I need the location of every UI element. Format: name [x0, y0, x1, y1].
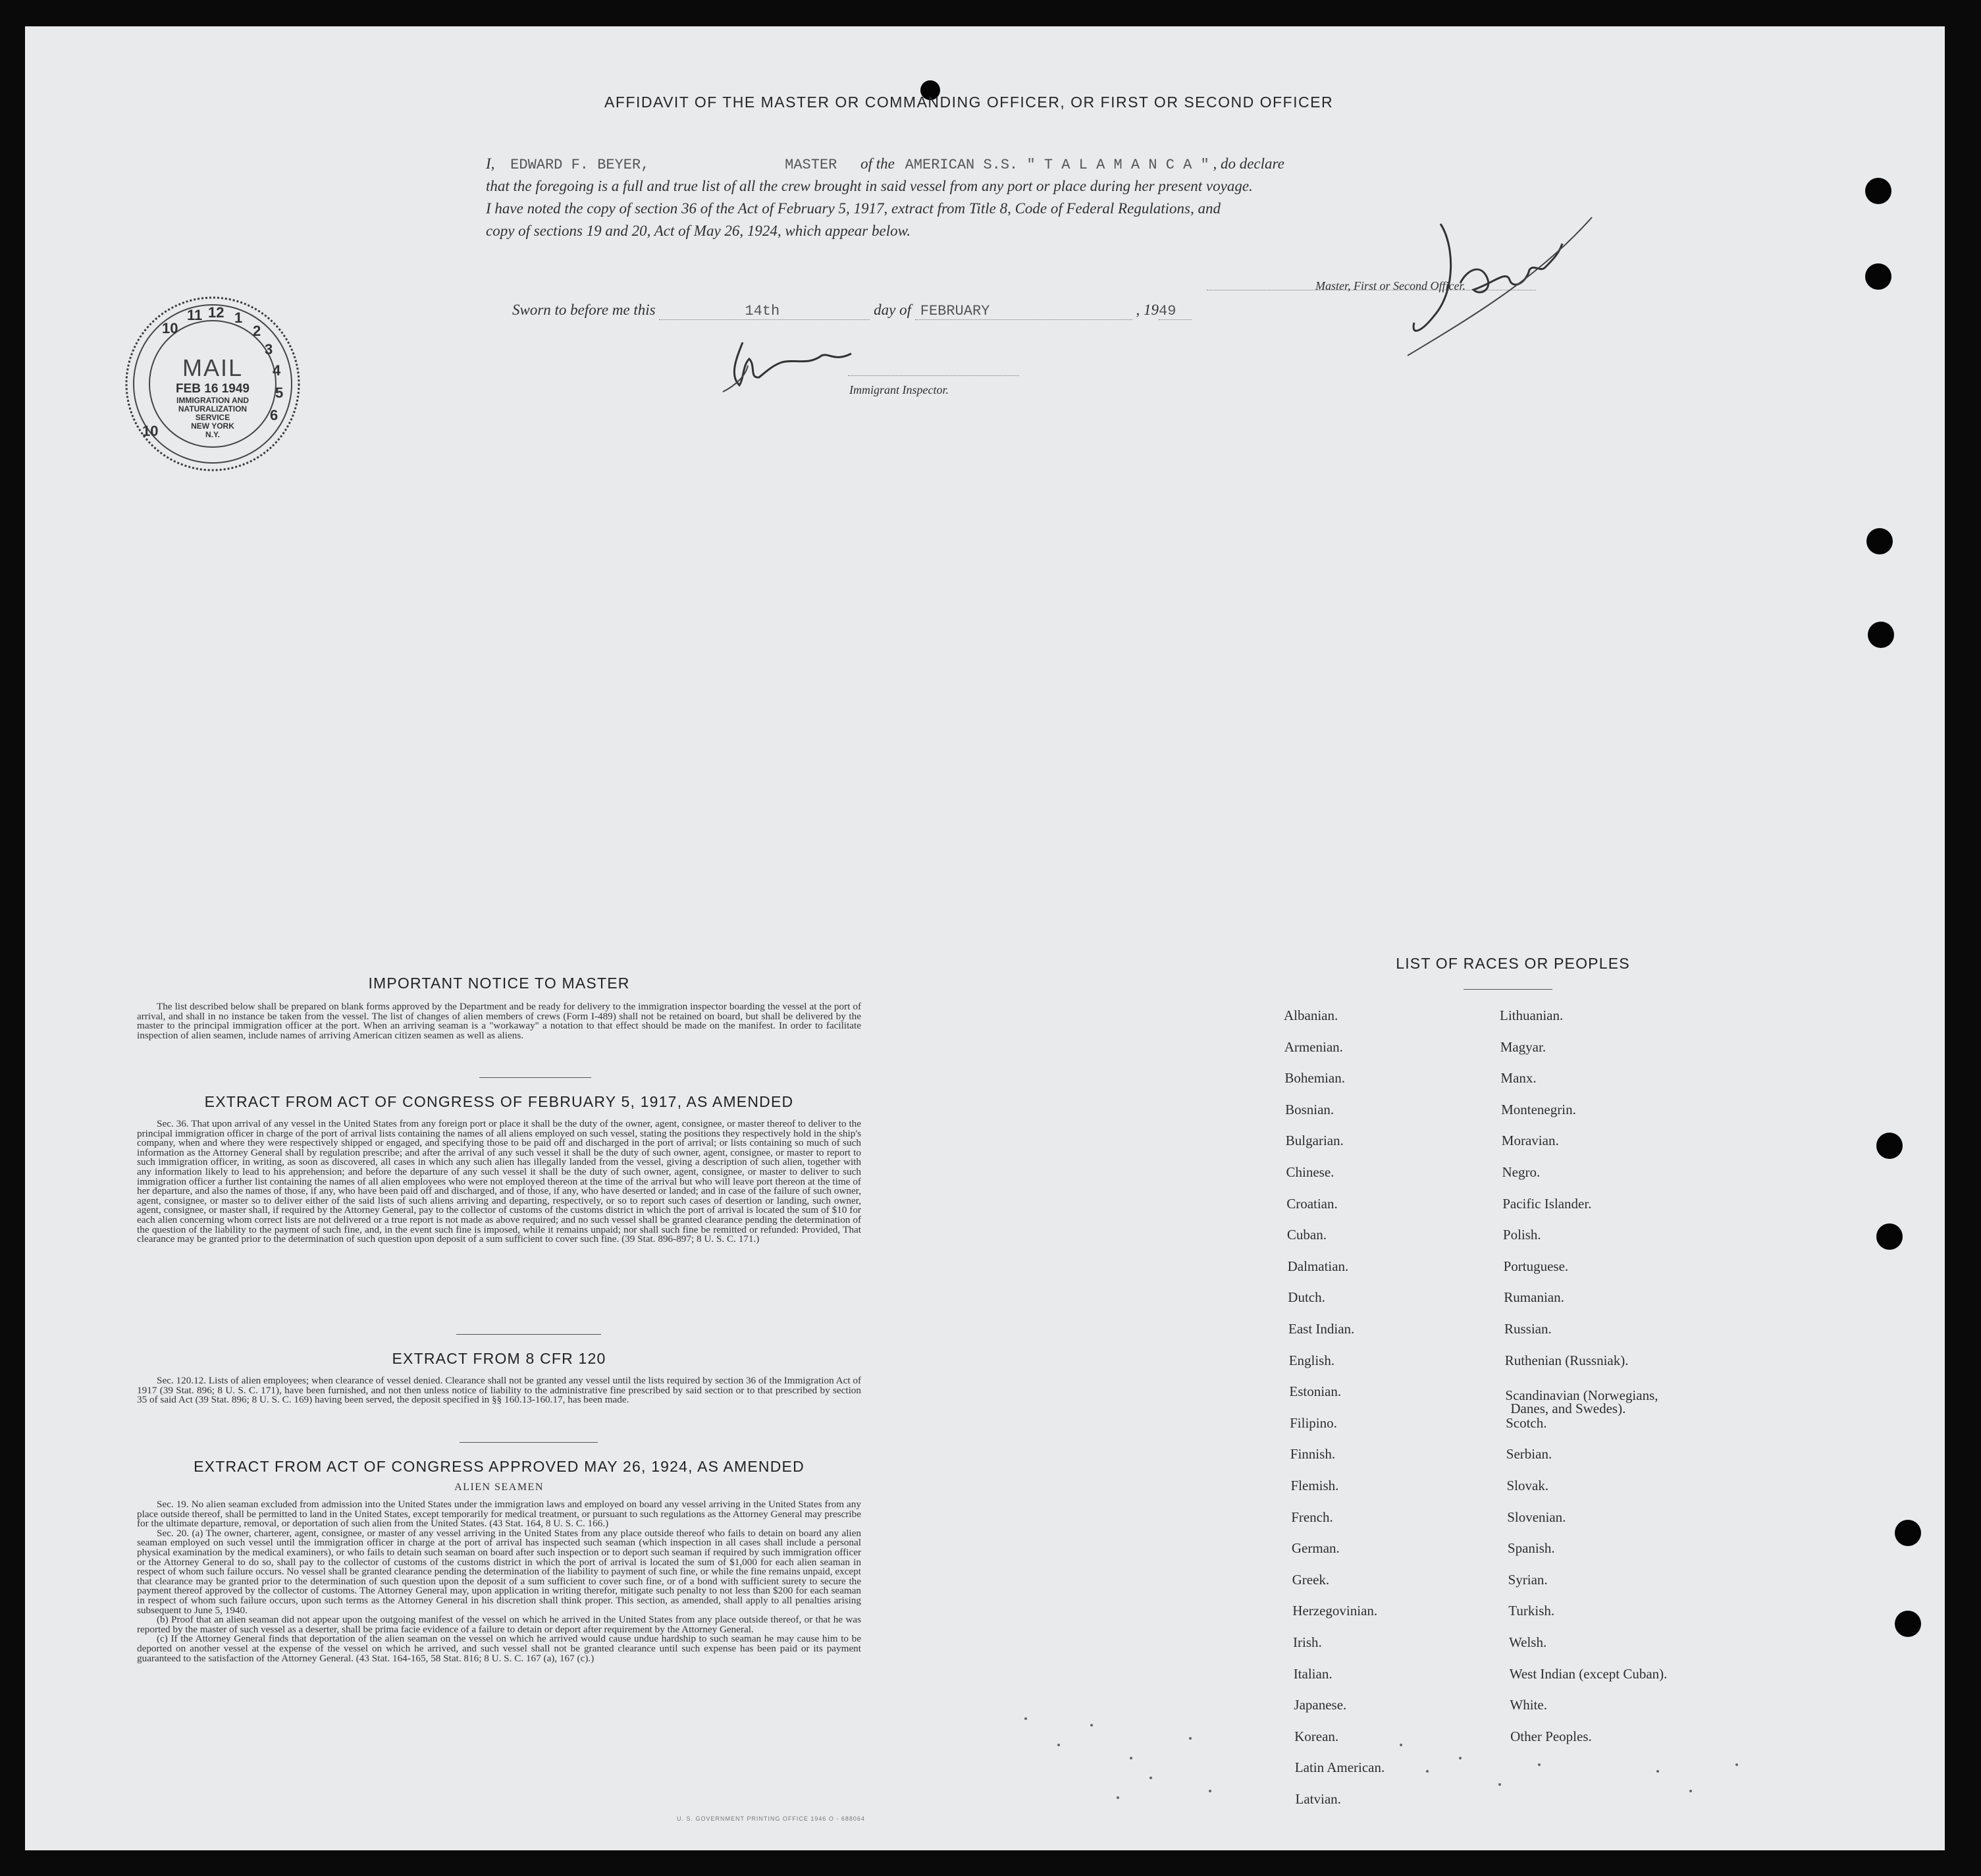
- declaration-line-3: I have noted the copy of section 36 of the Act of February 5, 1917, extract from Title 8, Code of Federal Regulations, and: [486, 200, 1221, 217]
- master-name: EDWARD F. BEYER,: [510, 157, 650, 173]
- race-item: Negro.: [1502, 1164, 1541, 1180]
- race-item: German.: [1291, 1540, 1340, 1557]
- race-item: Scandinavian (Norwegians,: [1505, 1387, 1658, 1404]
- punch-hole: [1895, 1611, 1921, 1637]
- race-item: Ruthenian (Russniak).: [1504, 1352, 1629, 1368]
- sworn-line: [512, 302, 1192, 320]
- svg-text:1: 1: [234, 309, 243, 326]
- declaration-line-1: [486, 155, 1284, 173]
- stamp-text: [147, 354, 278, 439]
- officer-caption: Master, First or Second Officer.: [1315, 279, 1466, 292]
- extract-1917-title: EXTRACT FROM ACT OF CONGRESS OF FEBRUARY 5, 1917, AS AMENDED: [204, 1093, 794, 1110]
- sworn-year: 49: [1159, 303, 1192, 320]
- race-item: Moravian.: [1501, 1133, 1559, 1149]
- notice-title: IMPORTANT NOTICE TO MASTER: [368, 975, 630, 992]
- race-item: Croatian.: [1286, 1195, 1338, 1212]
- svg-text:10: 10: [142, 423, 159, 439]
- extract-1917-text: Sec. 36. That upon arrival of any vessel in the United States from any foreign port or place it shall be the duty of the owner, agent, consignee, or master thereof to deliver to the principal immigration officer in charge of the port of arrival lists containing the names of all aliens employed on such vessel, stating the positions they respectively hold in the ship's company, when and where they were respectively shipped or engaged, and specifying those to be paid off and discharged in the port of arrival; or lists containing so much of such information as the Attorney General shall by regulation prescribe; and after the arrival of any such vessel it shall be the duty of such owner, agent, consignee, or master to report to such immigration officer, in writing, as soon as discovered, all cases in which any such alien has illegally landed from the vessel, giving a description of such alien, together with any information likely to lead to his apprehension; and before the departure of any such vessel it shall be the duty of such owner, agent, consignee, or master to deliver to such immigration officer a further list containing the names of all alien employees who were not employed thereon at the time of the arrival but who will leave port thereon at the time of her departure, and also the names of those, if any, who have been paid off and discharged, and of those, if any, who have deserted or landed; and in case of the failure of such owner, agent, consignee, or master so to deliver either of the said lists of such aliens arriving and departing, respectively, or so to report such cases of desertion or landing, such owner, agent, consignee, or master shall, if required by the Attorney General, pay to the collector of customs of the customs district in which the port of arrival is located the sum of $10 for each alien concerning whom correct lists are not delivered or a true report is not made as above required; and no such vessel shall be granted clearance pending the determination of the question of the liability to the payment of such fine, and, in the event such fine is imposed, while it remains unpaid; nor shall such fine be remitted or refunded: Provided, That clearance may be granted prior to the determination of such question upon deposit of a sum sufficient to cover such fine. (39 Stat. 896-897; 8 U. S. C. 171.): [137, 1118, 861, 1245]
- text-i: I,: [486, 155, 495, 172]
- text-day-of: day of: [874, 302, 911, 318]
- race-item: Rumanian.: [1504, 1289, 1564, 1306]
- svg-text:6: 6: [270, 407, 278, 423]
- sworn-month: FEBRUARY: [915, 303, 1132, 320]
- affidavit-title: AFFIDAVIT OF THE MASTER OR COMMANDING OFFICER, OR FIRST OR SECOND OFFICER: [604, 94, 1334, 111]
- race-item: Welsh.: [1509, 1634, 1547, 1650]
- text-of-the: of the: [860, 155, 895, 172]
- printing-office-footer: U. S. GOVERNMENT PRINTING OFFICE 1946 O - 688064: [677, 1815, 865, 1822]
- race-item: Polish.: [1502, 1227, 1541, 1243]
- race-item: Magyar.: [1500, 1038, 1546, 1055]
- vessel-name: AMERICAN S.S. " T A L A M A N C A ": [905, 157, 1209, 173]
- race-item: Cuban.: [1286, 1227, 1327, 1243]
- punch-hole: [1876, 1133, 1903, 1159]
- divider: [1464, 989, 1552, 990]
- race-item: Italian.: [1293, 1665, 1333, 1682]
- race-item: Finnish.: [1290, 1446, 1336, 1462]
- race-item: East Indian.: [1288, 1321, 1355, 1337]
- race-item: Manx.: [1500, 1070, 1537, 1086]
- race-item: Filipino.: [1290, 1414, 1337, 1431]
- svg-text:10: 10: [162, 320, 178, 336]
- race-item: Armenian.: [1284, 1038, 1343, 1055]
- race-item: Serbian.: [1506, 1446, 1552, 1462]
- svg-text:11: 11: [187, 307, 203, 323]
- race-item: Portuguese.: [1503, 1258, 1569, 1274]
- punch-hole: [1876, 1223, 1903, 1250]
- punch-hole: [1865, 178, 1891, 204]
- extract-1924-subtitle: ALIEN SEAMEN: [454, 1482, 544, 1493]
- race-item: Bulgarian.: [1285, 1133, 1344, 1149]
- punch-hole: [1866, 528, 1893, 554]
- stamp-line-2: NATURALIZATION: [178, 404, 248, 414]
- divider: [456, 1334, 601, 1335]
- race-item: West Indian (except Cuban).: [1509, 1665, 1668, 1682]
- race-item: Greek.: [1292, 1571, 1330, 1588]
- stamp-line-1: IMMIGRATION AND: [176, 396, 249, 405]
- inspector-signature: [710, 326, 868, 398]
- extract-cfr-text: Sec. 120.12. Lists of alien employees; when clearance of vessel denied. Clearance shall not be granted any vessel until the lists required by section 36 of the Immigration Act of 1917 (39 Stat. 896; 8 U. S. C. 171), have been furnished, and not then unless notice of liability to the administrative fine prescribed by said section or to that prescribed by section 35 of said Act (39 Stat. 896; 8 U. S. C. 169) having been served, the deposit specified in §§ 160.13-160.17, has been made.: [137, 1375, 861, 1406]
- race-item: Latin American.: [1294, 1759, 1385, 1776]
- race-item: Dutch.: [1288, 1289, 1325, 1306]
- race-item: Spanish.: [1507, 1540, 1555, 1557]
- svg-text:5: 5: [275, 385, 284, 401]
- mail-stamp: [124, 295, 302, 473]
- race-item: Slovak.: [1506, 1478, 1549, 1493]
- race-item: Syrian.: [1508, 1571, 1548, 1588]
- form-page: [25, 26, 1945, 1850]
- extract-1924-body: [137, 1500, 861, 1663]
- sec-20c-text: (c) If the Attorney General finds that deportation of the alien seaman on the vessel on which he arrived would cause undue hardship to such seaman he may cause him to be deported on another vessel at the expense of the vessel on which he arrived, and such vessel shall not be granted clearance until such expense has been paid or its payment guaranteed to the satisfaction of the Attorney General. (43 Stat. 164-165, 58 Stat. 816; 8 U. S. C. 167 (a), 167 (c).): [137, 1633, 861, 1664]
- extract-cfr-title: EXTRACT FROM 8 CFR 120: [392, 1350, 606, 1367]
- races-title: LIST OF RACES OR PEOPLES: [1396, 955, 1630, 972]
- punch-hole: [1895, 1520, 1921, 1546]
- race-item: French.: [1291, 1509, 1333, 1525]
- race-item: White.: [1510, 1697, 1547, 1713]
- race-item: Danes, and Swedes).: [1510, 1401, 1626, 1417]
- race-item: Latvian.: [1295, 1791, 1341, 1807]
- race-item: Estonian.: [1289, 1383, 1342, 1400]
- race-item: Korean.: [1294, 1728, 1339, 1744]
- race-item: Flemish.: [1290, 1478, 1339, 1493]
- divider: [460, 1442, 598, 1443]
- declaration-line-2: that the foregoing is a full and true list of all the crew brought in said vessel from any port or place during her present voyage.: [486, 178, 1253, 194]
- extract-1924-title: EXTRACT FROM ACT OF CONGRESS APPROVED MAY 26, 1924, AS AMENDED: [194, 1458, 805, 1475]
- race-item: Scotch.: [1506, 1414, 1547, 1431]
- text-do-declare: , do declare: [1213, 155, 1284, 172]
- svg-text:2: 2: [253, 323, 261, 339]
- race-item: Lithuanian.: [1500, 1007, 1564, 1023]
- stamp-date: FEB 16 1949: [176, 382, 250, 396]
- race-item: Chinese.: [1286, 1164, 1334, 1180]
- race-item: Turkish.: [1508, 1603, 1555, 1619]
- text-year-prefix: , 19: [1136, 302, 1159, 318]
- race-item: Bohemian.: [1284, 1070, 1345, 1086]
- race-item: Bosnian.: [1285, 1101, 1334, 1117]
- notice-text: The list described below shall be prepared on blank forms approved by the Department and be ready for delivery to the immigration inspector boarding the vessel at the port of arrival, and shall in no instance be taken from the vessel. The list of changes of alien members of crews (Form I-489) shall not be retained on board, but shall be delivered by the master to the principal immigration officer at the port. When an arriving seaman is a "workaway" a notation to that effect should be made on the manifest. In order to facilitate inspection of alien seamen, include names of arriving American citizen seamen as well as aliens.: [137, 1001, 861, 1041]
- inspector-caption: Immigrant Inspector.: [849, 383, 949, 396]
- punch-hole: [1868, 622, 1894, 648]
- sworn-day: 14th: [659, 303, 870, 320]
- race-item: Albanian.: [1284, 1007, 1338, 1023]
- sworn-prefix: Sworn to before me this: [512, 302, 656, 318]
- punch-hole: [1865, 263, 1891, 290]
- svg-text:3: 3: [265, 341, 273, 358]
- sec-19-text: Sec. 19. No alien seaman excluded from admission into the United States under the immigration laws and employed on board any vessel arriving in the United States from any place outside thereof, shall be permitted to land in the United States, except temporarily for medical treatment, or pursuant to such regulations as the Attorney General may prescribe for the ultimate departure, removal, or deportation of such alien from the United States. (43 Stat. 164, 8 U. S. C. 166.): [137, 1499, 861, 1530]
- svg-text:12: 12: [208, 304, 225, 321]
- stamp-line-5: N.Y.: [205, 430, 220, 439]
- master-rank: MASTER: [785, 157, 837, 173]
- race-item: Japanese.: [1294, 1697, 1347, 1713]
- stamp-mail: MAIL: [182, 354, 244, 381]
- inspector-line: [848, 375, 1019, 377]
- race-item: Other Peoples.: [1510, 1728, 1592, 1744]
- race-item: Herzegovinian.: [1292, 1603, 1378, 1619]
- race-item: Slovenian.: [1507, 1509, 1566, 1525]
- race-item: Dalmatian.: [1287, 1258, 1349, 1274]
- sec-20a-text: Sec. 20. (a) The owner, charterer, agent, consignee, or master of any vessel arriving in the United States from any place outside thereof who fails to detain on board any alien seaman employed on such vessel until the immigration officer in charge at the port of arrival has inspected such seaman (which inspection in all cases shall include a personal physical examination by the medical examiners), or who fails to detain such seaman on board after such inspection or to deport such seaman if required by such immigration officer or the Attorney General to do so, shall pay to the collector of customs of the customs district in which the port of arrival is located the sum of $1,000 for each alien seaman in respect of whom such failure occurs. No vessel shall be granted clearance pending the determination of the liability to payment of such fine, or while the fine remains unpaid, except that clearance may be granted prior to the determination of such question upon the deposit of a sum sufficient to cover such fine, or of a bond with sufficient surety to secure the payment thereof approved by the collector of customs. The Attorney General may, upon application in writing therefor, mitigate such penalty to not less than $200 for each seaman in respect of whom such failure occurs, upon such terms as the Attorney General in his discretion shall think proper. This section, as amended, shall apply to all penalties arising subsequent to June 5, 1940.: [137, 1527, 861, 1616]
- declaration-line-4: copy of sections 19 and 20, Act of May 26, 1924, which appear below.: [486, 223, 911, 239]
- sec-20b-text: (b) Proof that an alien seaman did not appear upon the outgoing manifest of the vessel on which he arrived in the United States from any place outside thereof, or that he was reported by the master of such vessel as a deserter, shall be prima facie evidence of a failure to detain or deport after requirement by the Attorney General.: [137, 1614, 861, 1635]
- divider: [479, 1077, 591, 1078]
- stamp-line-3: SERVICE: [195, 413, 230, 422]
- race-item: Irish.: [1293, 1634, 1322, 1650]
- race-item: Pacific Islander.: [1502, 1195, 1592, 1212]
- stamp-line-4: NEW YORK: [191, 421, 234, 431]
- race-item: Russian.: [1504, 1321, 1552, 1337]
- svg-text:4: 4: [273, 362, 281, 379]
- race-item: Montenegrin.: [1501, 1101, 1576, 1117]
- race-item: English.: [1288, 1352, 1335, 1368]
- speckle-noise: [999, 1699, 1789, 1817]
